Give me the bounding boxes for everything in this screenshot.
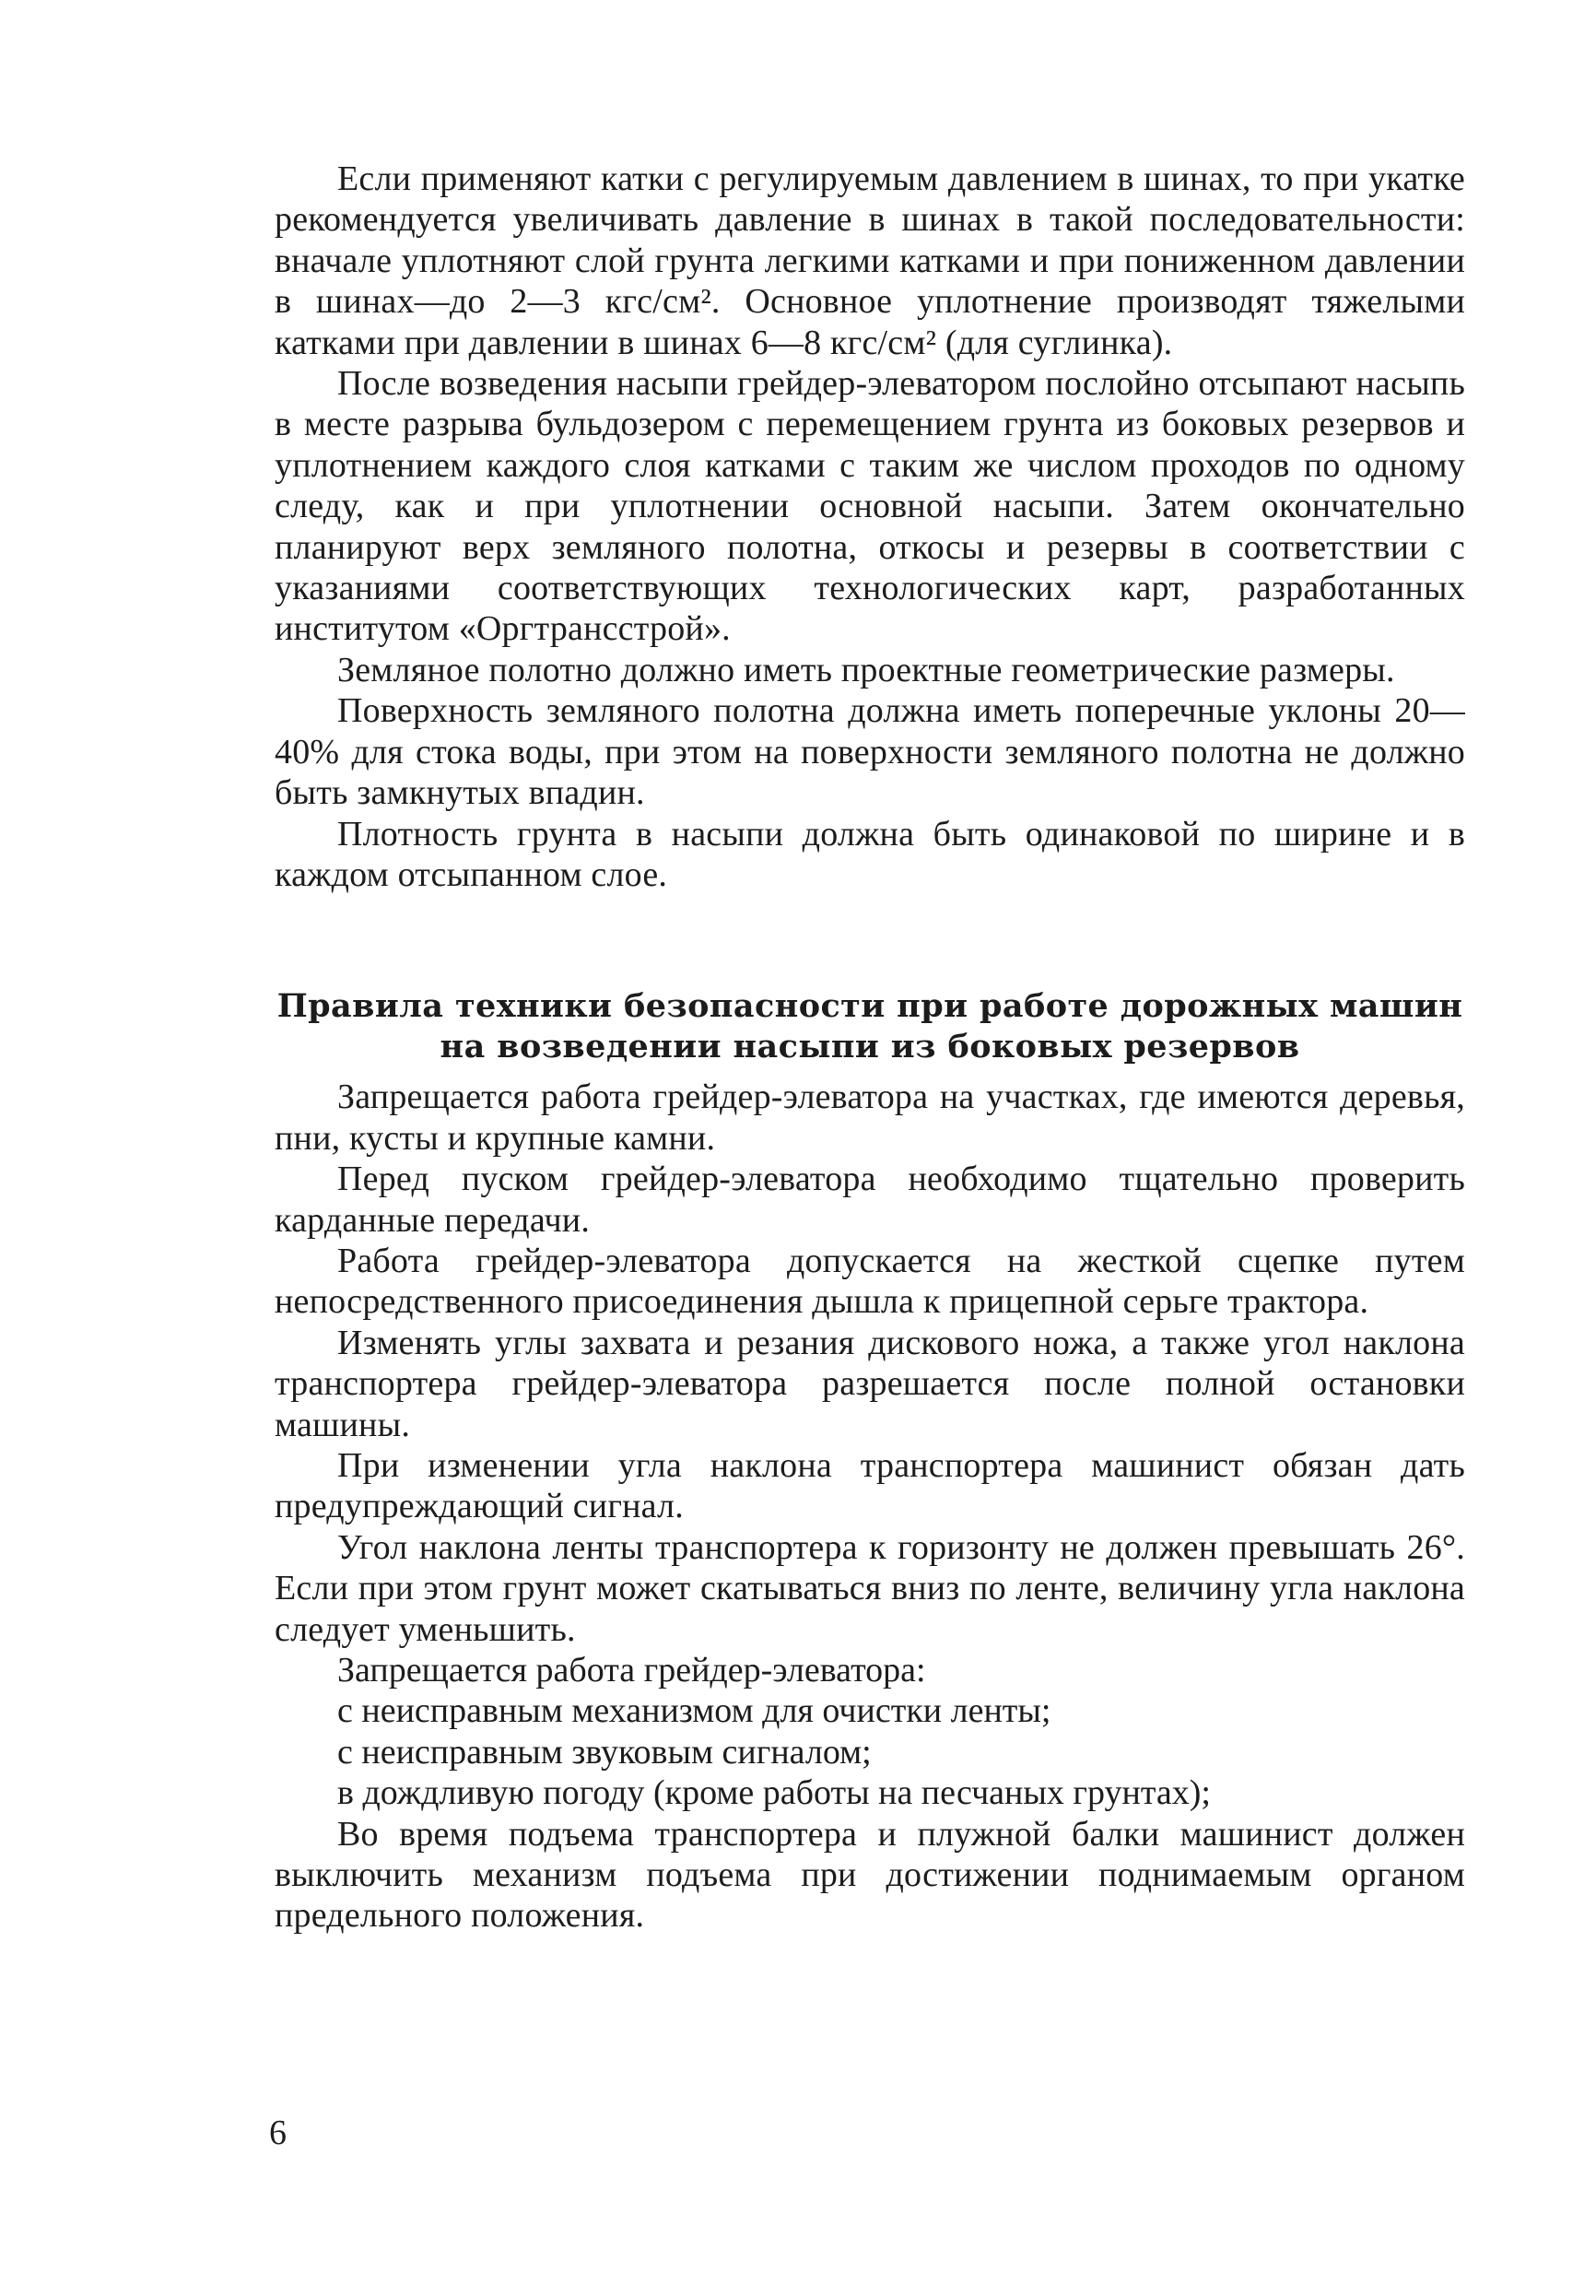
prohibition-intro: Запрещается работа грейдер-элеватора: [337,1651,926,1690]
prohibition-item: с неисправным механизмом для очистки ленты; [337,1691,1051,1731]
page-number: 6 [269,2113,287,2152]
section-heading-line-1: Правила техники безопасности при работе дорожных машин [276,987,1463,1026]
paragraph-safety-belt-angle: Угол наклона ленты транспортера к горизонту не должен превышать 26°. Если при этом грунт может скатываться вниз по ленте, величину угла наклона следует уменьшить. [275,1527,1465,1649]
paragraph-tire-pressure: Если применяют катки с регулируемым давлением в шинах, то при укатке рекомендуется увеличивать давление в шинах в такой последовательности: вначале уплотняют слой грунта легкими катками и при пониженном давлении в шинах—до 2—3 кгс/см². Основное уплотнение производят тяжелыми катками при давлении в шинах 6—8 кгс/см² (для суглинка). [275,159,1465,362]
paragraph-safety-signal: При изменении угла наклона транспортера машинист обязан дать предупреждающий сигнал. [275,1445,1465,1526]
page-content [275,159,1465,1937]
paragraph-density: Плотность грунта в насыпи должна быть одинаковой по ширине и в каждом отсыпанном слое. [275,814,1465,894]
paragraph-safety-coupling: Работа грейдер-элеватора допускается на жесткой сцепке путем непосредственного присоединения дышла к прицепной серьге трактора. [275,1241,1465,1322]
paragraph-embankment-fill: После возведения насыпи грейдер-элеватором послойно отсыпают насыпь в месте разрыва бульдозером с перемещением грунта из боковых резервов и уплотнением каждого слоя катками с таким же числом проходов по одному следу, как и при уплотнении основной насыпи. Затем окончательно планируют верх земляного полотна, откосы и резервы в соответствии с указаниями соответствующих технологических карт, разработанных институтом «Оргтрансстрой». [275,364,1465,649]
paragraph-safety-obstacles: Запрещается работа грейдер-элеватора на участках, где имеются деревья, пни, кусты и крупные камни. [275,1077,1465,1158]
paragraph-final-lift: Во время подъема транспортера и плужной балки машинист должен выключить механизм подъема при достижении поднимаемым органом предельного положения. [275,1814,1465,1936]
prohibition-item: в дождливую погоду (кроме работы на песчаных грунтах); [337,1773,1211,1813]
paragraph-safety-cardan: Перед пуском грейдер-элеватора необходимо тщательно проверить карданные передачи. [275,1160,1465,1240]
section-heading-line-2: на возведении насыпи из боковых резервов [440,1028,1300,1066]
paragraph-slopes: Поверхность земляного полотна должна иметь поперечные уклоны 20—40% для стока воды, при этом на поверхности земляного полотна не должно быть замкнутых впадин. [275,691,1465,813]
paragraph-safety-angles: Изменять углы захвата и резания дискового ножа, а также угол наклона транспортера грейдер-элеватора разрешается после полной остановки машины. [275,1323,1465,1444]
paragraph-geometry: Земляное полотно должно иметь проектные геометрические размеры. [337,650,1395,689]
section-heading [275,986,1465,1067]
prohibition-item: с неисправным звуковым сигналом; [337,1732,872,1772]
